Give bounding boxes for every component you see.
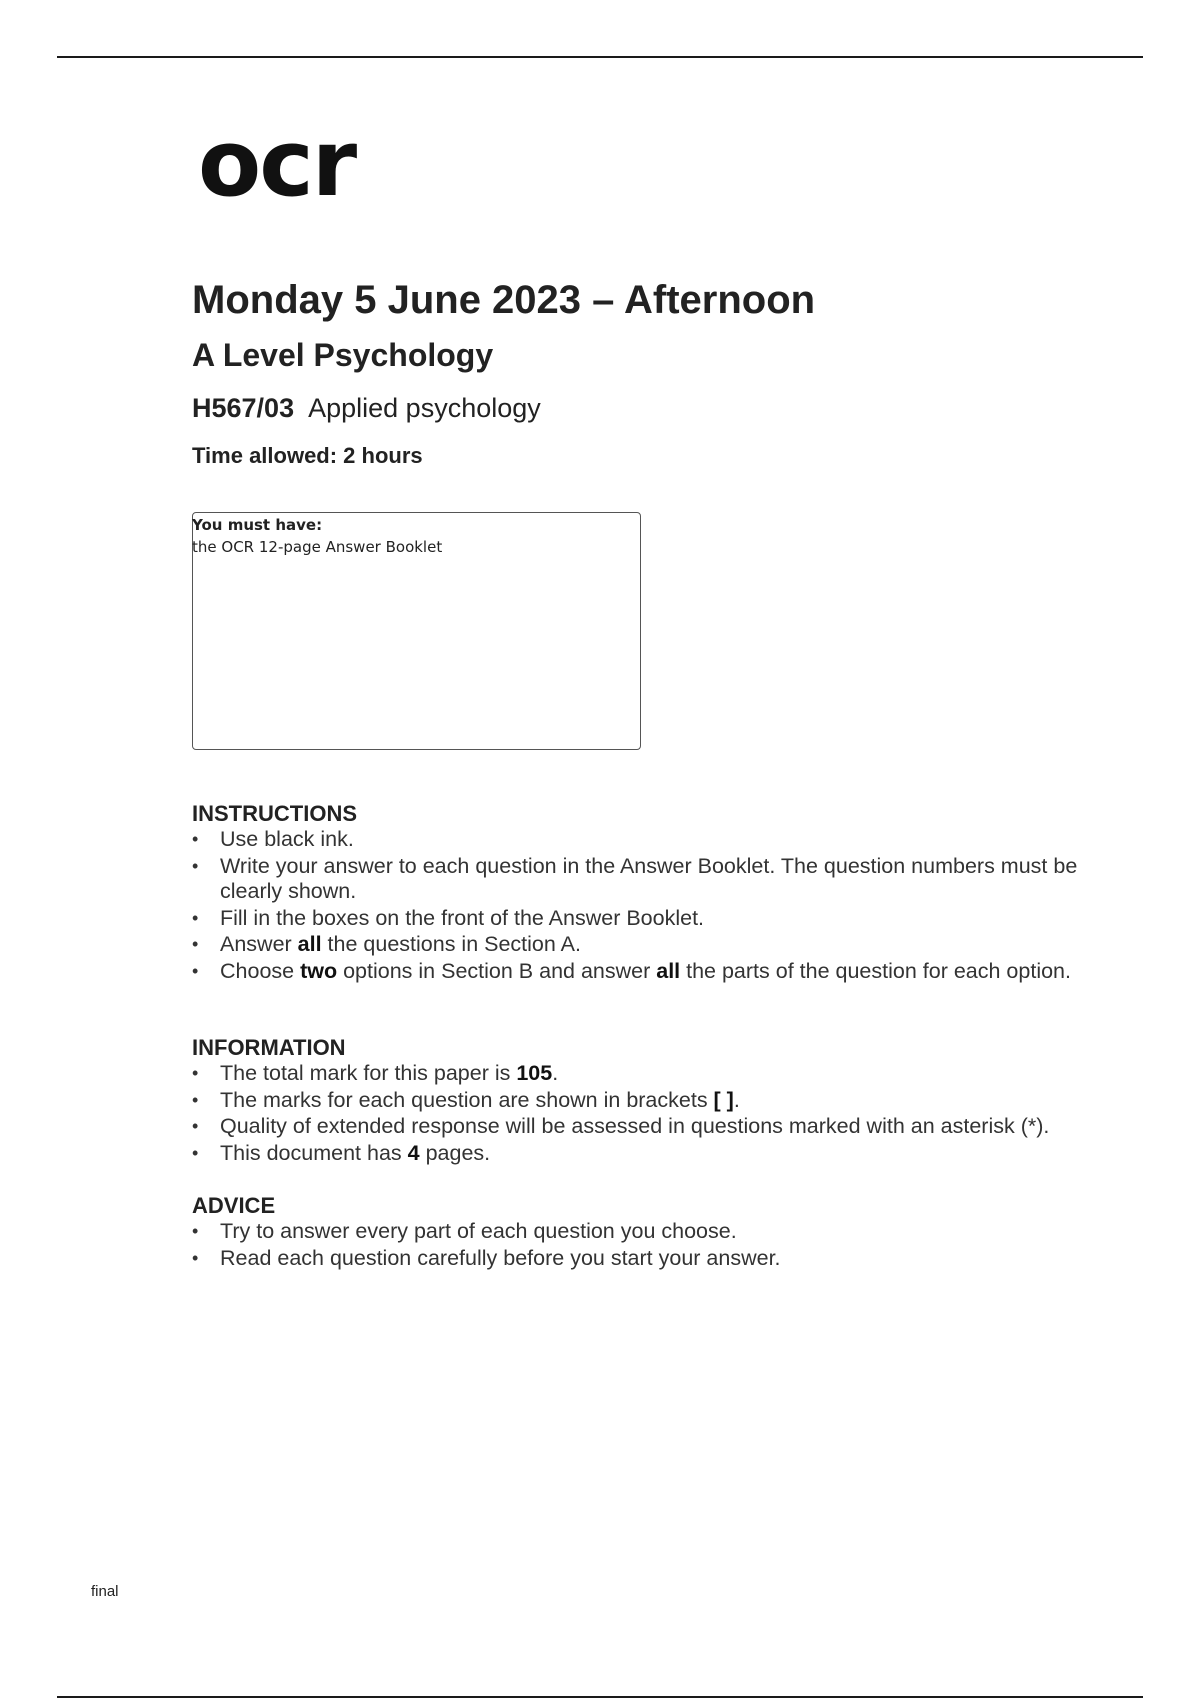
- subject-title: A Level Psychology: [192, 337, 494, 373]
- list-item: • The marks for each question are shown in brackets [ ].: [192, 1088, 1092, 1114]
- instructions-section: [192, 800, 1092, 985]
- paper-line: [192, 394, 541, 424]
- list-item: • Choose two options in Section B and answer all the parts of the question for each option.: [192, 959, 1092, 985]
- footer-note: final: [91, 1583, 119, 1600]
- list-item: • Use black ink.: [192, 827, 1092, 853]
- instructions-heading: INSTRUCTIONS: [192, 801, 357, 826]
- information-section: [192, 1034, 1092, 1167]
- list-item: • Fill in the boxes on the front of the Answer Booklet.: [192, 906, 1092, 932]
- advice-section: [192, 1192, 1092, 1272]
- advice-list: [192, 1219, 1092, 1271]
- paper-code: H567/03: [192, 393, 295, 423]
- list-item: • Try to answer every part of each question you choose.: [192, 1219, 1092, 1245]
- list-item: • Read each question carefully before you start your answer.: [192, 1246, 1092, 1272]
- must-have-heading: You must have:: [192, 516, 323, 534]
- list-item: • This document has 4 pages.: [192, 1141, 1092, 1167]
- top-rule: [57, 56, 1143, 58]
- paper-name: Applied psychology: [308, 393, 541, 423]
- information-list: [192, 1061, 1092, 1166]
- bottom-rule: [57, 1696, 1143, 1698]
- must-have-box: [192, 512, 641, 750]
- must-have-item: the OCR 12-page Answer Booklet: [192, 538, 443, 556]
- list-item: • Answer all the questions in Section A.: [192, 932, 1092, 958]
- advice-heading: ADVICE: [192, 1193, 276, 1218]
- instructions-list: [192, 827, 1092, 984]
- list-item: • The total mark for this paper is 105.: [192, 1061, 1092, 1087]
- list-item: • Write your answer to each question in the Answer Booklet. The question numbers must be clearly shown.: [192, 854, 1092, 905]
- time-allowed: Time allowed: 2 hours: [192, 443, 423, 468]
- exam-date-title: Monday 5 June 2023 – Afternoon: [192, 278, 816, 322]
- list-item: • Quality of extended response will be assessed in questions marked with an asterisk (*).: [192, 1114, 1092, 1140]
- ocr-logo: ocr: [198, 110, 356, 217]
- information-heading: INFORMATION: [192, 1035, 346, 1060]
